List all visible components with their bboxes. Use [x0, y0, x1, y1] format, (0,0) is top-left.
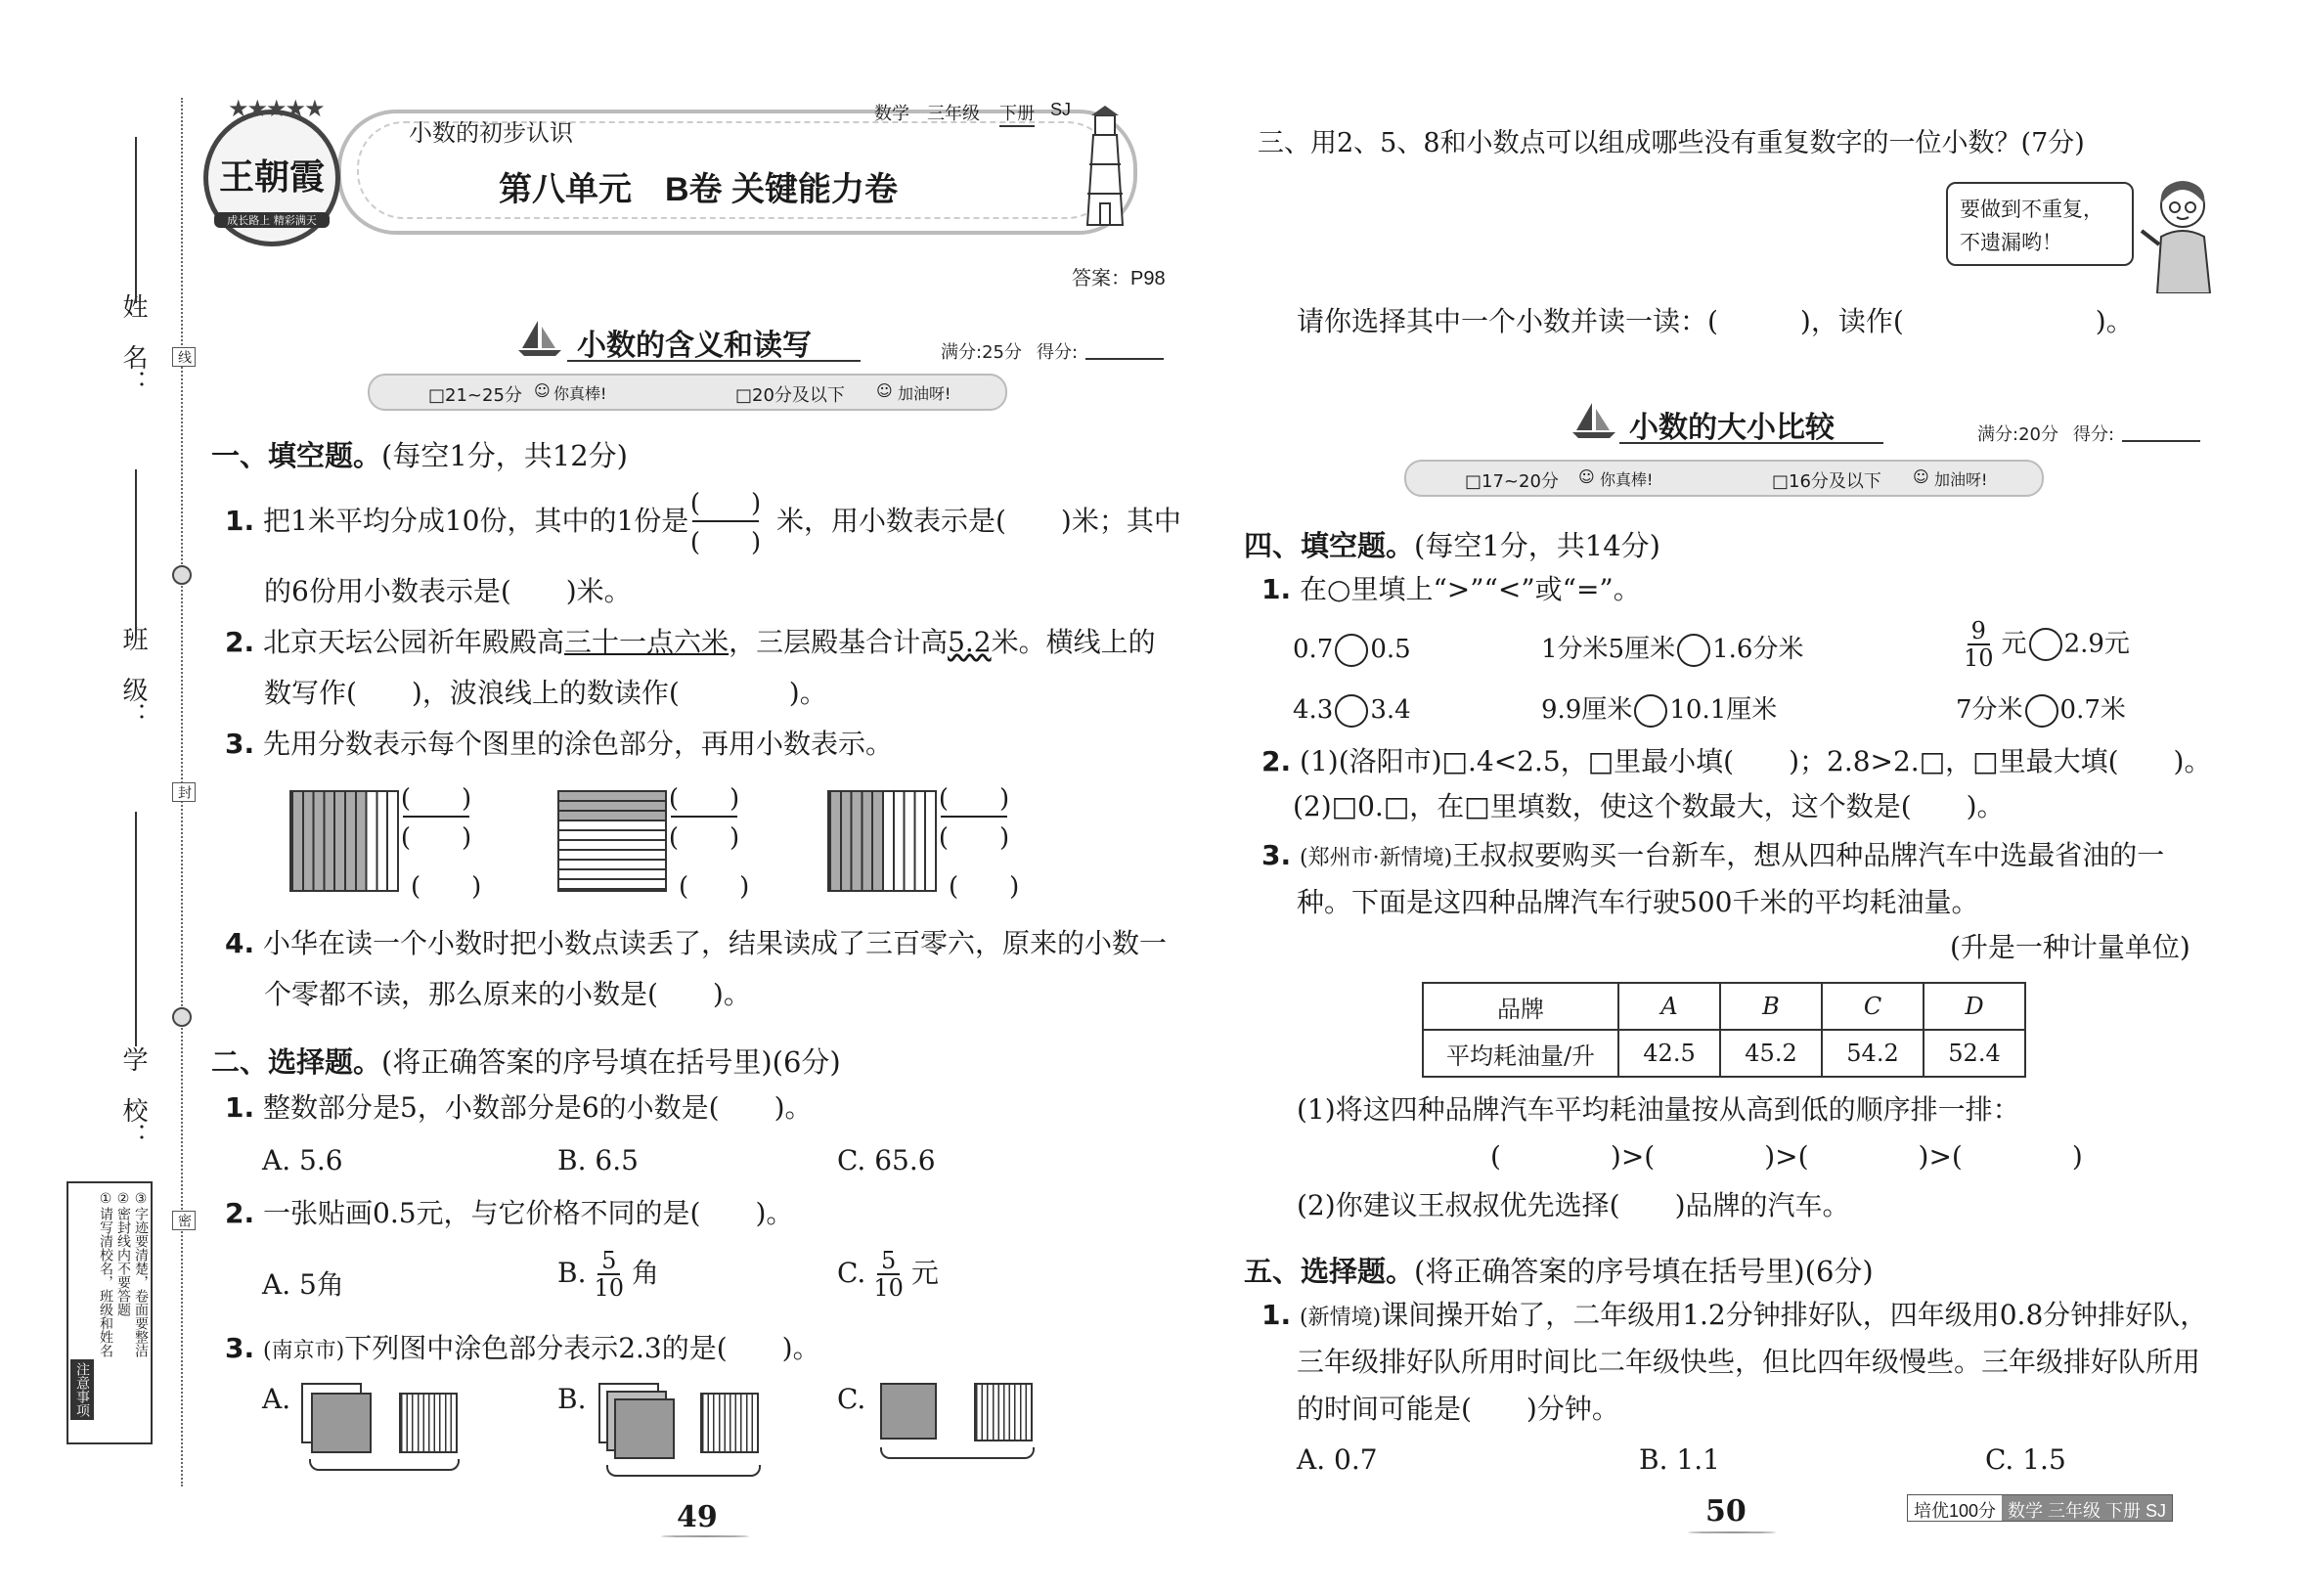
p1-q2-line2: 数写作( )，波浪线上的数读作( )。 — [264, 677, 827, 709]
seal-dot-icon — [172, 565, 192, 585]
pill-high-left: □21~25分 — [428, 385, 522, 406]
p1-q4-line2: 个零都不读，那么原来的小数是( )。 — [264, 978, 751, 1010]
p1-q3-decimal-blank-3[interactable]: ( ) — [949, 872, 1020, 902]
p4-q3-sub1: (1)将这四种品牌汽车平均耗油量按从高到低的顺序排一排： — [1297, 1093, 2020, 1126]
table-row — [1423, 1030, 2025, 1077]
book-tag: 小数的初步认识 — [409, 120, 573, 147]
p4-compare-5[interactable]: 9.9厘米 10.1厘米 — [1541, 694, 1777, 728]
p4-compare-3[interactable]: $\frac{9}{10}$ 元 2.9元 — [1964, 617, 2130, 673]
table-header-cell: B — [1720, 983, 1822, 1030]
p5-q1: 1. (新情境)课间操开始了，二年级用1.2分钟排好队，四年级用0.8分钟排好队， — [1261, 1299, 2208, 1331]
p4-q1: 1. 在○里填上“>”“<”或“=”。 — [1261, 573, 1641, 605]
compare-circle[interactable] — [1677, 634, 1710, 667]
score-label-left: 得分: — [1037, 342, 1079, 363]
part1-heading: 一、填空题。(每空1分，共12分) — [211, 439, 628, 472]
table-cell: 42.5 — [1618, 1030, 1720, 1077]
compare-circle[interactable] — [1335, 634, 1368, 667]
name-label: 姓 名： — [118, 293, 148, 395]
page-number-left: 49 — [677, 1500, 718, 1534]
table-header-cell: A — [1618, 983, 1720, 1030]
p5-q1-option-b[interactable]: B. 1.1 — [1639, 1443, 1720, 1476]
p1-q1-fraction-blank[interactable]: ( ) ( ) — [689, 489, 762, 557]
footer-meta: 数学 三年级 下册 SJ — [2002, 1495, 2172, 1521]
p1-q3-fraction-blank-2[interactable]: ( ) ( ) — [668, 784, 740, 853]
p2-q3-option-c[interactable]: C. — [837, 1383, 866, 1415]
meta-term: 下册 — [999, 100, 1035, 127]
compare-circle[interactable] — [2025, 694, 2058, 728]
p1-q3-fraction-blank-1[interactable]: ( ) ( ) — [400, 784, 472, 853]
p1-q1-cont: 米，用小数表示是( )米；其中 — [776, 505, 1181, 537]
score-field-right[interactable] — [2122, 440, 2200, 442]
p1-q3-decimal-blank-1[interactable]: ( ) — [411, 872, 482, 902]
part3-heading: 三、用2、5、8和小数点可以组成哪些没有重复数字的一位小数？(7分) — [1258, 128, 2085, 158]
pill-high-right: □17~20分 — [1465, 471, 1559, 492]
table-cell: 45.2 — [1720, 1030, 1822, 1077]
answer-ref: 答案：P98 — [1072, 268, 1166, 289]
pill-low-right: □16分及以下 — [1772, 471, 1881, 492]
table-header-cell: D — [1924, 983, 2025, 1030]
p2-q2-option-c[interactable]: C. $\frac{5}{10}$ 元 — [837, 1247, 939, 1303]
pill-high-praise-right: 你真棒! — [1600, 470, 1654, 489]
p2-q1-option-c[interactable]: C. 65.6 — [837, 1144, 936, 1176]
smile-icon: ☺ — [534, 381, 551, 400]
bubble-line-1: 要做到不重复， — [1960, 198, 2103, 221]
notice-box — [66, 1181, 153, 1444]
notice-item: ③字迹要清楚，卷面要整洁 — [133, 1191, 149, 1357]
seal-mark-feng: 封 — [172, 782, 196, 802]
table-header-cell: C — [1822, 983, 1924, 1030]
p4-q3: 3. (郑州市·新情境)王叔叔要购买一台新车，想从四种品牌汽车中选最省油的一 — [1261, 839, 2165, 871]
p5-q1-option-a[interactable]: A. 0.7 — [1297, 1443, 1378, 1476]
p4-compare-6[interactable]: 7分米 0.7米 — [1956, 694, 2126, 728]
p4-q3-unit-note: (升是一种计量单位) — [1950, 931, 2190, 963]
score-label-right: 得分: — [2073, 424, 2115, 445]
score-pill-right — [1404, 460, 2044, 497]
sailboat-icon — [1570, 401, 1617, 444]
p1-q2: 2. 北京天坛公园祈年殿殿高三十一点六米，三层殿基合计高5.2米。横线上的 — [225, 626, 1156, 658]
p2-q3: 3. (南京市)下列图中涂色部分表示2.3的是( )。 — [225, 1332, 820, 1364]
seal-dot-icon — [172, 1007, 192, 1027]
notice-item: ①请写清校名，班级和姓名 — [98, 1191, 113, 1357]
p4-compare-4[interactable]: 4.3 3.4 — [1293, 694, 1411, 728]
pill-low-praise-right: 加油呀! — [1934, 470, 1988, 489]
p1-q3-figure-1 — [289, 790, 399, 892]
p2-q2-option-a[interactable]: A. 5角 — [262, 1268, 344, 1301]
p4-compare-1[interactable]: 0.7 0.5 — [1293, 634, 1411, 667]
p1-q3-figure-2 — [557, 790, 667, 892]
seal-mark-mi: 密 — [172, 1211, 196, 1230]
p4-q3-sub1-blanks[interactable]: ( )>( )>( )>( ) — [1490, 1140, 2083, 1173]
p3-read-prompt: 请你选择其中一个小数并读一读：( )，读作( )。 — [1297, 305, 2134, 337]
meta-edition: SJ — [1050, 100, 1072, 119]
pill-low-left: □20分及以下 — [735, 385, 845, 406]
p2-q1: 1. 整数部分是5，小数部分是6的小数是( )。 — [225, 1091, 813, 1124]
lighthouse-icon — [1076, 106, 1134, 232]
full-score-left: 满分:25分 — [941, 342, 1022, 363]
brand-logo — [203, 95, 340, 246]
p5-q1-option-c[interactable]: C. 1.5 — [1985, 1443, 2066, 1476]
p4-q3-sub2: (2)你建议王叔叔优先选择( )品牌的汽车。 — [1297, 1189, 1850, 1221]
name-line — [135, 137, 137, 303]
school-label: 学 校： — [118, 1046, 148, 1148]
table-cell: 54.2 — [1822, 1030, 1924, 1077]
smile-icon: ☺ — [876, 381, 893, 400]
p4-q2-part2: (2)□0.□，在□里填数，使这个数最大，这个数是( )。 — [1293, 790, 2005, 822]
full-score-right: 满分:20分 — [1977, 424, 2058, 445]
sailboat-icon — [516, 319, 563, 362]
p1-q3: 3. 先用分数表示每个图里的涂色部分，再用小数表示。 — [225, 728, 894, 760]
p4-q2: 2. (1)(洛阳市)□.4<2.5，□里最小填( )；2.8>2.□，□里最大填( )。 — [1261, 745, 2212, 777]
class-label: 班 级： — [118, 626, 148, 728]
p1-q3-fraction-blank-3[interactable]: ( ) ( ) — [938, 784, 1010, 853]
compare-circle[interactable] — [1634, 694, 1667, 728]
p2-q2: 2. 一张贴画0.5元，与它价格不同的是( )。 — [225, 1197, 794, 1229]
smile-icon: ☺ — [1578, 467, 1595, 486]
smile-icon: ☺ — [1913, 467, 1929, 486]
p1-q3-figure-3 — [827, 790, 937, 892]
p2-q1-option-b[interactable]: B. 6.5 — [557, 1144, 639, 1176]
table-header-row — [1423, 983, 2025, 1030]
p2-q3-option-a[interactable]: A. — [262, 1383, 291, 1415]
p4-q3-line2: 种。下面是这四种品牌汽车行驶500千米的平均耗油量。 — [1297, 886, 1979, 918]
logo-sub: 成长路上 精彩满天 — [214, 212, 330, 228]
part4-heading: 四、填空题。(每空1分，共14分) — [1244, 529, 1660, 562]
page-number-right: 50 — [1705, 1494, 1747, 1529]
table-cell: 平均耗油量/升 — [1423, 1030, 1618, 1077]
teacher-icon — [2138, 176, 2226, 297]
class-line — [135, 469, 137, 636]
section-title-underline — [567, 360, 861, 362]
footer-brand: 培优100分 — [1908, 1495, 2002, 1521]
bubble-line-2: 不遗漏哟！ — [1960, 231, 2062, 254]
meta-grade: 三年级 — [927, 104, 980, 123]
p1-q4: 4. 小华在读一个小数时把小数点读丢了，结果读成了三百零六，原来的小数一 — [225, 927, 1168, 959]
table-cell: 52.4 — [1924, 1030, 2025, 1077]
part2-heading: 二、选择题。(将正确答案的序号填在括号里)(6分) — [211, 1045, 841, 1079]
p2-q2-option-b[interactable]: B. $\frac{5}{10}$ 角 — [557, 1247, 660, 1303]
compare-circle[interactable] — [1335, 694, 1368, 728]
notice-item: ②密封线内不要答题 — [115, 1191, 131, 1316]
page-wave-right — [1688, 1531, 1776, 1533]
section-title-underline — [1619, 442, 1883, 444]
meta-subject: 数学 — [874, 104, 909, 123]
p1-q3-decimal-blank-2[interactable]: ( ) — [679, 872, 750, 902]
p5-q1-line2: 三年级排好队所用时间比二年级快些，但比四年级慢些。三年级排好队所用 — [1297, 1346, 2201, 1378]
p1-q1: 1. 把1米平均分成10份，其中的1份是 — [225, 505, 689, 537]
pill-high-praise-left: 你真棒! — [553, 384, 607, 403]
p2-q3-option-b[interactable]: B. — [557, 1383, 587, 1415]
table-header-cell: 品牌 — [1423, 983, 1618, 1030]
seal-mark-xian: 线 — [172, 347, 196, 367]
school-line — [135, 812, 137, 1046]
speech-bubble — [1946, 182, 2134, 266]
p4-compare-2[interactable]: 1分米5厘米 1.6分米 — [1541, 634, 1803, 667]
fuel-table — [1422, 982, 2026, 1078]
p5-q1-line3: 的时间可能是( )分钟。 — [1297, 1393, 1619, 1425]
part5-heading: 五、选择题。(将正确答案的序号填在括号里)(6分) — [1244, 1255, 1874, 1288]
logo-name: 王朝霞 — [218, 156, 325, 198]
compare-circle[interactable] — [2029, 628, 2062, 661]
section-title-left: 小数的含义和读写 — [577, 330, 812, 362]
unit-title: 第八单元 B卷 关键能力卷 — [499, 171, 898, 208]
p1-q1-line2: 的6份用小数表示是( )米。 — [264, 575, 632, 607]
score-field-left[interactable] — [1085, 358, 1164, 360]
page-wave-left — [661, 1535, 749, 1537]
pill-low-praise-left: 加油呀! — [898, 384, 951, 403]
score-pill-left — [368, 374, 1007, 411]
notice-title: 注意事项 — [70, 1359, 94, 1420]
logo-stars: ★★★★★ — [228, 95, 324, 122]
footer-tag — [1907, 1494, 2173, 1522]
p2-q1-option-a[interactable]: A. 5.6 — [262, 1144, 343, 1176]
section-title-right: 小数的大小比较 — [1629, 412, 1835, 444]
